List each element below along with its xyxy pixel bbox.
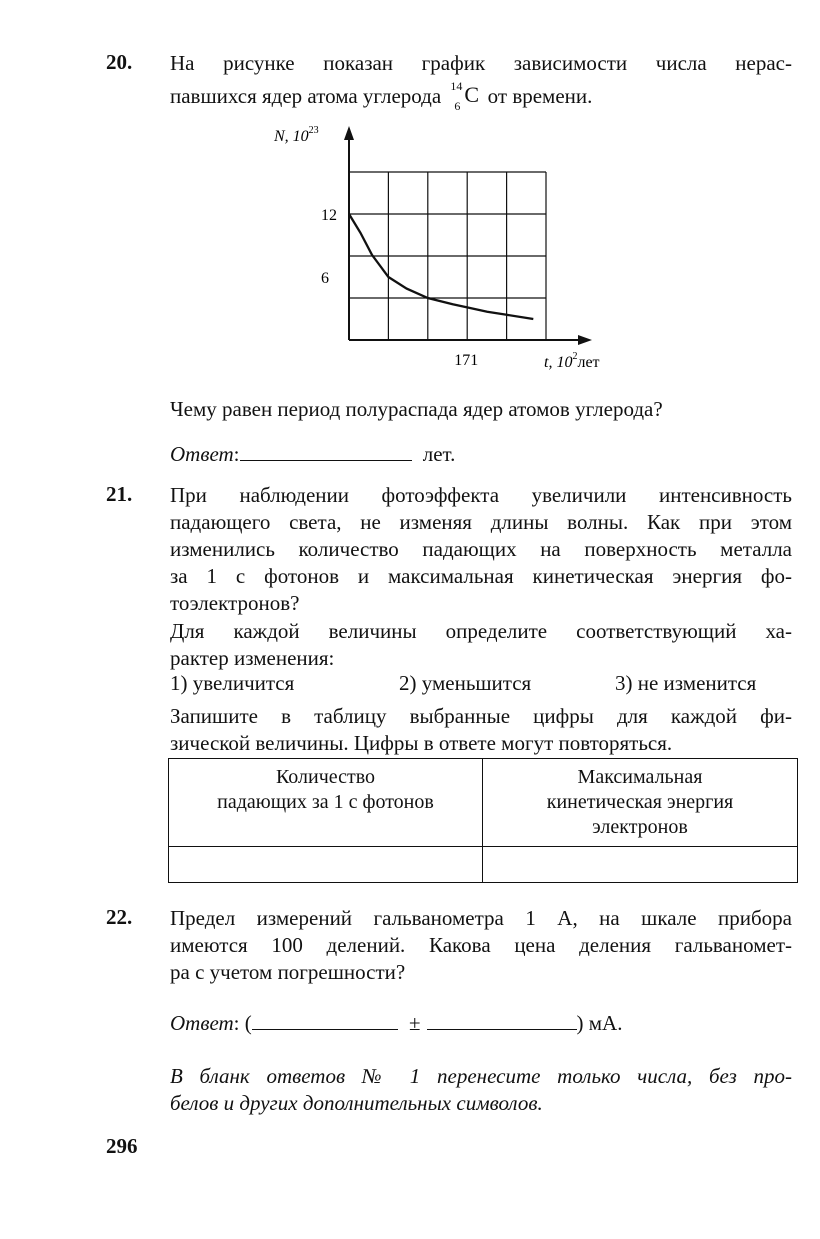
table-header-photons (169, 759, 483, 847)
x-axis-arrow (578, 335, 592, 345)
q20-number: 20. (106, 50, 133, 74)
q20-answer-row: Ответ: лет. (170, 442, 456, 466)
q21-instruction-1: Для каждой величины определите соответствующий ха- (170, 619, 792, 643)
q20-text-line-2-post: от времени. (487, 84, 593, 108)
q21-line-2: падающего света, не изменяя длины волны. Как при этом (170, 510, 792, 534)
isotope-charge: 6 (454, 99, 461, 113)
q22-note-1: В бланк ответов № 1 перенесите только числа, без про- (170, 1064, 792, 1088)
x-tick-label: 171 (454, 352, 479, 369)
q21-option-3: 3) не изменится (615, 671, 757, 695)
q21-line-4: за 1 с фотонов и максимальная кинетическая энергия фо- (170, 564, 792, 588)
answer-cell-energy[interactable] (483, 847, 798, 883)
answer-cell-photons[interactable] (169, 847, 483, 883)
q22-number: 22. (106, 905, 133, 929)
q21-line-3: изменились количество падающих на поверхность металла (170, 537, 792, 561)
q20-text-line-1: На рисунке показан график зависимости числа нерас- (170, 51, 792, 75)
q22-answer-open: : ( (233, 1011, 252, 1035)
q22-line-2: имеются 100 делений. Какова цена деления гальваномет- (170, 933, 792, 957)
plus-minus-sign: ± (408, 1011, 421, 1035)
q22-answer-label: Ответ (170, 1011, 234, 1035)
header-text: Максимальная (577, 766, 703, 788)
x-axis-label: t, $10^2лет$ (544, 351, 600, 371)
header-text: кинетическая энергия (546, 791, 734, 813)
q21-number: 21. (106, 482, 133, 506)
q22-line-3: ра с учетом погрешности? (170, 960, 406, 984)
header-text: падающих за 1 с фотонов (217, 791, 434, 813)
q22-answer-row (170, 1010, 622, 1037)
q20-question: Чему равен период полураспада ядер атомов углерода? (170, 397, 663, 421)
q20-answer-field[interactable] (240, 444, 412, 461)
q22-answer-value-field[interactable] (252, 1013, 398, 1030)
decay-chart (260, 120, 640, 380)
isotope-symbol: C (464, 82, 480, 107)
y-axis-label: N, $10^{23}$ (274, 125, 319, 145)
q21-write-2: зической величины. Цифры в ответе могут повторяться. (170, 731, 673, 755)
header-text: Количество (275, 766, 376, 788)
carbon-isotope (450, 79, 482, 113)
page-number: 296 (106, 1134, 138, 1158)
q21-instruction-2: рактер изменения: (170, 646, 335, 670)
q20-answer-label: Ответ (170, 442, 234, 466)
chart-grid (349, 172, 546, 340)
q20-text-line-2 (170, 79, 593, 113)
y-axis-arrow (344, 126, 354, 140)
y-tick-label: 12 (321, 207, 337, 224)
q21-option-1: 1) увеличится (170, 671, 295, 695)
q21-answer-table (168, 758, 798, 883)
header-text: электронов (592, 816, 688, 838)
y-tick-label: 6 (321, 270, 329, 287)
q21-write-1: Запишите в таблицу выбранные цифры для каждой фи- (170, 704, 792, 728)
q20-text-line-2-pre: павшихся ядер атома углерода (170, 84, 442, 108)
q21-line-1: При наблюдении фотоэффекта увеличили интенсивность (170, 483, 792, 507)
q22-line-1: Предел измерений гальванометра 1 А, на шкале прибора (170, 906, 792, 930)
table-header-energy (483, 759, 798, 847)
q22-answer-error-field[interactable] (427, 1013, 577, 1030)
q21-option-2: 2) уменьшится (399, 671, 532, 695)
q20-answer-unit: лет. (422, 442, 456, 466)
q21-line-5: тоэлектронов? (170, 591, 300, 615)
q22-answer-close: ) мА. (576, 1011, 623, 1035)
series-line-decay (349, 214, 533, 319)
isotope-mass: 14 (450, 79, 463, 93)
q22-note-2: белов и других дополнительных символов. (170, 1091, 543, 1115)
